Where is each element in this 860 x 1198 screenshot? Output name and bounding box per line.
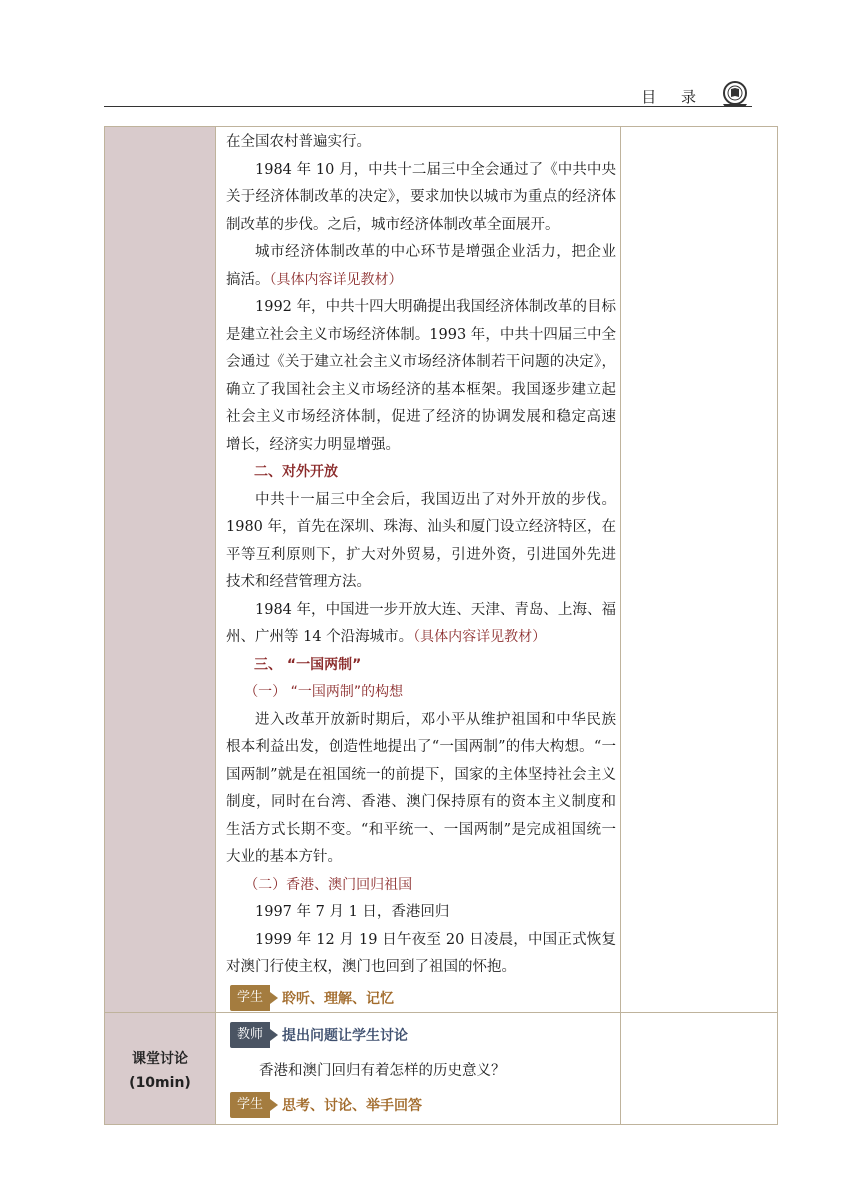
discussion-row <box>105 1012 778 1124</box>
content-paragraph <box>226 597 616 652</box>
student-activity <box>230 1091 616 1119</box>
textbook-note: （具体内容详见教材） <box>413 629 547 645</box>
student-tag: 学生 <box>230 985 270 1011</box>
textbook-note: （具体内容详见教材） <box>269 271 403 288</box>
book-seal-icon <box>720 80 750 108</box>
content-cell <box>216 1012 621 1124</box>
section-label <box>105 1013 215 1095</box>
section-heading <box>226 652 616 680</box>
content-paragraph <box>226 294 616 459</box>
subsection-heading <box>226 872 616 900</box>
section-label-cell <box>105 1012 216 1124</box>
discussion-question: 香港和澳门回归有着怎样的历史意义？ <box>259 1062 506 1079</box>
paragraph-text: 在全国农村普遍实行。 <box>226 134 371 150</box>
paragraph-text: 1997 年 7 月 1 日，香港回归 <box>255 904 450 920</box>
paragraph-text: 1992 年，中共十四大明确提出我国经济体制改革的目标是建立社会主义市场经济体制。1993 年，中共十四届三中全会通过《关于建立社会主义市场经济体制若干问题的决定》，确立了我国社会主义市场经济的基本框架。我国逐步建立起社会主义市场经济体制，促进了经济的协调发展和稳定高速增长，经济实力明显增强。 <box>226 299 616 453</box>
content-paragraph <box>226 487 616 597</box>
content-row <box>105 127 778 1013</box>
lesson-plan-table <box>104 126 778 1125</box>
paragraph-text: 中共十一届三中全会后，我国迈出了对外开放的步伐。1980 年，首先在深圳、珠海、汕头和厦门设立经济特区，在平等互利原则下，扩大对外贸易，引进外资，引进国外先进技术和经营管理方法。 <box>226 491 616 590</box>
student-activity <box>216 984 620 1012</box>
paragraph-text: （一） “一国两制”的构想 <box>244 684 404 700</box>
teacher-activity <box>230 1021 616 1049</box>
content-paragraph <box>226 707 616 872</box>
subsection-heading <box>226 679 616 707</box>
section-heading <box>226 459 616 487</box>
paragraph-text: 城市经济体制改革的中心环节是增强企业活力，把企业搞活。 <box>226 244 616 288</box>
teacher-action: 提出问题让学生讨论 <box>282 1027 409 1044</box>
discussion-content <box>216 1013 620 1119</box>
content-paragraph <box>226 899 616 927</box>
teaching-content <box>216 127 620 982</box>
content-paragraph <box>226 239 616 294</box>
paragraph-text: 二、对外开放 <box>254 464 338 480</box>
paragraph-text: （二）香港、澳门回归祖国 <box>244 876 413 893</box>
paragraph-text: 进入改革开放新时期后，邓小平从维护祖国和中华民族根本利益出发，创造性地提出了“一国两制”的伟大构想。“一国两制”就是在祖国统一的前提下，国家的主体坚持社会主义制度，同时在台湾、香港、澳门保持原有的资本主义制度和生活方式长期不变。“和平统一、一国两制”是完成祖国统一大业的基本方针。 <box>226 711 616 865</box>
student-action: 思考、讨论、举手回答 <box>282 1097 423 1114</box>
paragraph-text: 1984 年 10 月，中共十二届三中全会通过了《中共中央关于经济体制改革的决定》，要求加快以城市为重点的经济体制改革的步伐。之后，城市经济体制改革全面展开。 <box>226 161 616 233</box>
section-label-title: 课堂讨论 <box>132 1050 188 1067</box>
header-rule <box>104 106 752 107</box>
content-paragraph <box>226 157 616 240</box>
section-label-cell <box>105 127 216 1013</box>
notes-cell <box>621 127 778 1013</box>
paragraph-text: 三、 “一国两制” <box>254 656 362 673</box>
content-paragraph <box>226 927 616 982</box>
student-action: 聆听、理解、记忆 <box>282 990 395 1007</box>
page-header <box>104 82 752 106</box>
paragraph-text: 1984 年，中国进一步开放大连、天津、青岛、上海、福州、广州等 14 个沿海城市。 <box>226 601 616 645</box>
teacher-tag: 教师 <box>230 1022 270 1048</box>
content-cell <box>216 127 621 1013</box>
paragraph-text: 1999 年 12 月 19 日午夜至 20 日凌晨，中国正式恢复对澳门行使主权，澳门也回到了祖国的怀抱。 <box>226 931 616 975</box>
section-label-duration: (10min) <box>129 1074 191 1091</box>
notes-cell <box>621 1012 778 1124</box>
toc-link[interactable]: 目 录 <box>641 88 706 106</box>
student-tag: 学生 <box>230 1092 270 1118</box>
content-paragraph <box>226 129 616 157</box>
